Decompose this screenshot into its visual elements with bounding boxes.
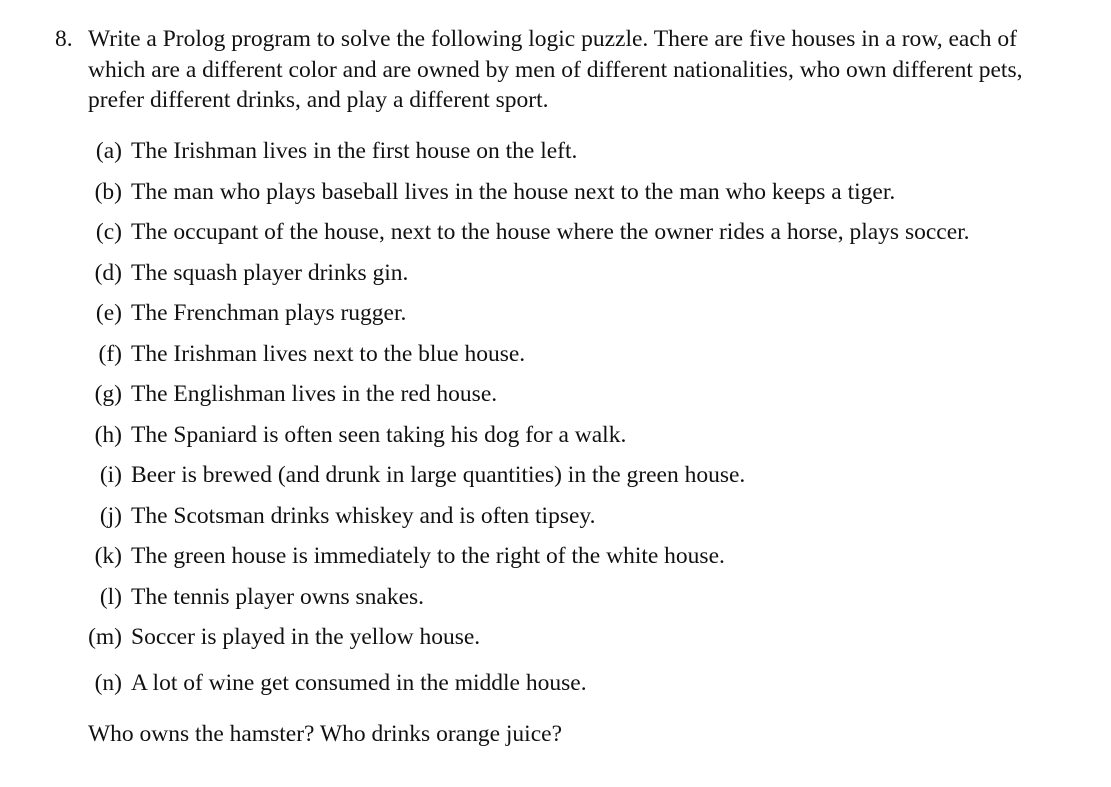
clue-text: The squash player drinks gin. bbox=[131, 260, 409, 286]
clue-label: (f) bbox=[98, 341, 122, 367]
clue-label: (c) bbox=[95, 219, 122, 245]
clue-label: (m) bbox=[88, 624, 122, 650]
clue-text: The Irishman lives in the first house on the left. bbox=[131, 138, 578, 164]
clue-label: (b) bbox=[94, 179, 122, 205]
clue-label: (a) bbox=[95, 138, 122, 164]
problem-number: 8. bbox=[55, 26, 73, 52]
clue-text: Beer is brewed (and drunk in large quantities) in the green house. bbox=[131, 462, 746, 488]
clue-label: (k) bbox=[94, 543, 122, 569]
clue-label: (i) bbox=[99, 462, 122, 488]
clue-label: (l) bbox=[99, 584, 122, 610]
clue-text: The Scotsman drinks whiskey and is often tipsey. bbox=[131, 503, 596, 529]
clue-label: (h) bbox=[94, 422, 122, 448]
final-question: Who owns the hamster? Who drinks orange juice? bbox=[88, 721, 562, 747]
clue-text: The Englishman lives in the red house. bbox=[131, 381, 498, 407]
clue-label: (g) bbox=[94, 381, 122, 407]
clue-text: A lot of wine get consumed in the middle house. bbox=[131, 670, 587, 696]
clue-label: (d) bbox=[94, 260, 122, 286]
clue-text: The man who plays baseball lives in the house next to the man who keeps a tiger. bbox=[131, 179, 896, 205]
clue-label: (j) bbox=[99, 503, 122, 529]
clue-text: The Frenchman plays rugger. bbox=[131, 300, 407, 326]
clue-text: The Irishman lives next to the blue house. bbox=[131, 341, 526, 367]
clue-label: (n) bbox=[94, 670, 122, 696]
clue-label: (e) bbox=[95, 300, 122, 326]
clue-text: Soccer is played in the yellow house. bbox=[131, 624, 481, 650]
clue-text: The green house is immediately to the right of the white house. bbox=[131, 543, 725, 569]
clue-text: The tennis player owns snakes. bbox=[131, 584, 425, 610]
clue-text: The occupant of the house, next to the house where the owner rides a horse, plays soccer. bbox=[131, 219, 970, 245]
problem-statement: Write a Prolog program to solve the following logic puzzle. There are five houses in a row, each of which are a different color and are owned by men of different nationalities, who own different pets, prefer different drinks, and play a different sport. bbox=[88, 26, 1023, 113]
problem-intro bbox=[55, 24, 1055, 116]
clue-text: The Spaniard is often seen taking his dog for a walk. bbox=[131, 422, 627, 448]
